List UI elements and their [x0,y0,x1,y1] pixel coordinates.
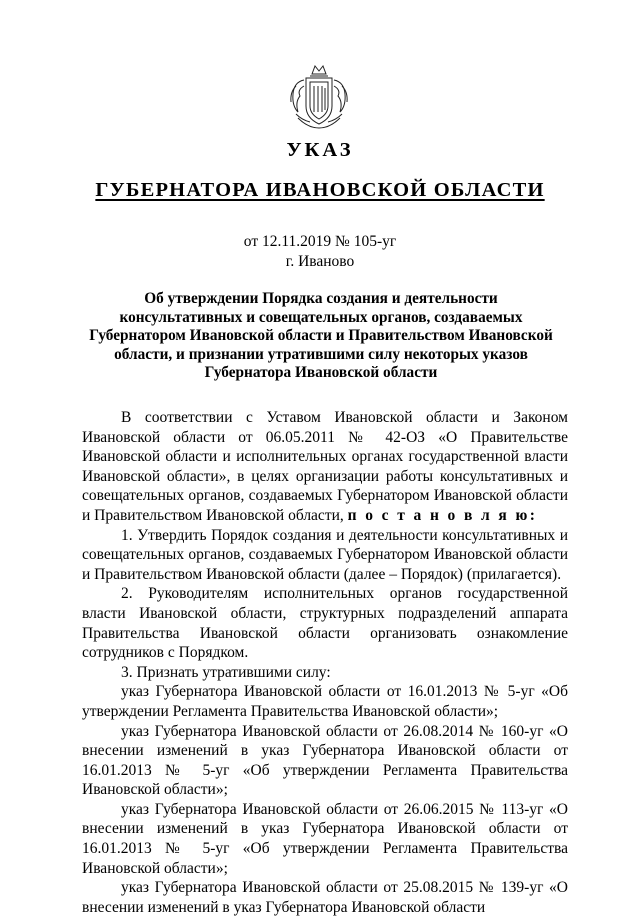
paragraph: указ Губернатора Ивановской области от 25.08.2015 № 139-уг «О внесении изменений в указ Губернатора Ивановской области [82,879,568,916]
paragraph: указ Губернатора Ивановской области от 26.06.2015 № 113-уг «О внесении изменений в указ Губернатора Ивановской области от 16.01.2013 № 5-уг «Об утверждении Регламента Правительства Ивановской области»; [82,800,568,877]
resolve-word: п о с т а н о в л я ю: [347,506,538,524]
doc-type-title: УКАЗ [286,139,354,161]
paragraph: 1. Утвердить Порядок создания и деятельности консультативных и совещательных органов, создаваемых Губернатором Ивановской области и Правительством Ивановской области (далее – Порядок) (прилагается). [82,526,568,583]
date-number: от 12.11.2019 № 105-уг [243,233,397,250]
document-body [82,408,568,917]
paragraph: указ Губернатора Ивановской области от 26.08.2014 № 160-уг «О внесении изменений в указ Губернатора Ивановской области от 16.01.2013 № 5-уг «Об утверждении Регламента Правительства Ивановской области»; [82,722,568,799]
ivanovo-coat-of-arms-icon [288,62,350,130]
city: г. Иваново [285,253,355,270]
document-subject: Об утверждении Порядка создания и деятельности консультативных и совещательных органов, создаваемых Губернатором Ивановской области и Правительством Ивановской области, и признании утратившими силу некоторых указов Губернатора Ивановской области [89,290,553,381]
preamble-paragraph [82,408,568,526]
preamble-text: В соответствии с Уставом Ивановской области и Законом Ивановской области от 06.05.2011 № 42-ОЗ «О Правительстве Ивановской области и исполнительных органах государственной власти Ивановской области», в целях организации работы консультативных и совещательных органов, создаваемых Губернатором Ивановской области и Правительством Ивановской области, [82,409,568,524]
paragraph: 3. Признать утратившими силу: [121,663,331,681]
paragraph: 2. Руководителям исполнительных органов государственной власти Ивановской области, структурных подразделений аппарата Правительства Ивановской области организовать ознакомление сотрудников с Порядком. [82,585,568,662]
issuer-title: ГУБЕРНАТОРА ИВАНОВСКОЙ ОБЛАСТИ [95,179,545,201]
paragraph: указ Губернатора Ивановской области от 16.01.2013 № 5-уг «Об утверждении Регламента Правительства Ивановской области»; [82,683,568,720]
